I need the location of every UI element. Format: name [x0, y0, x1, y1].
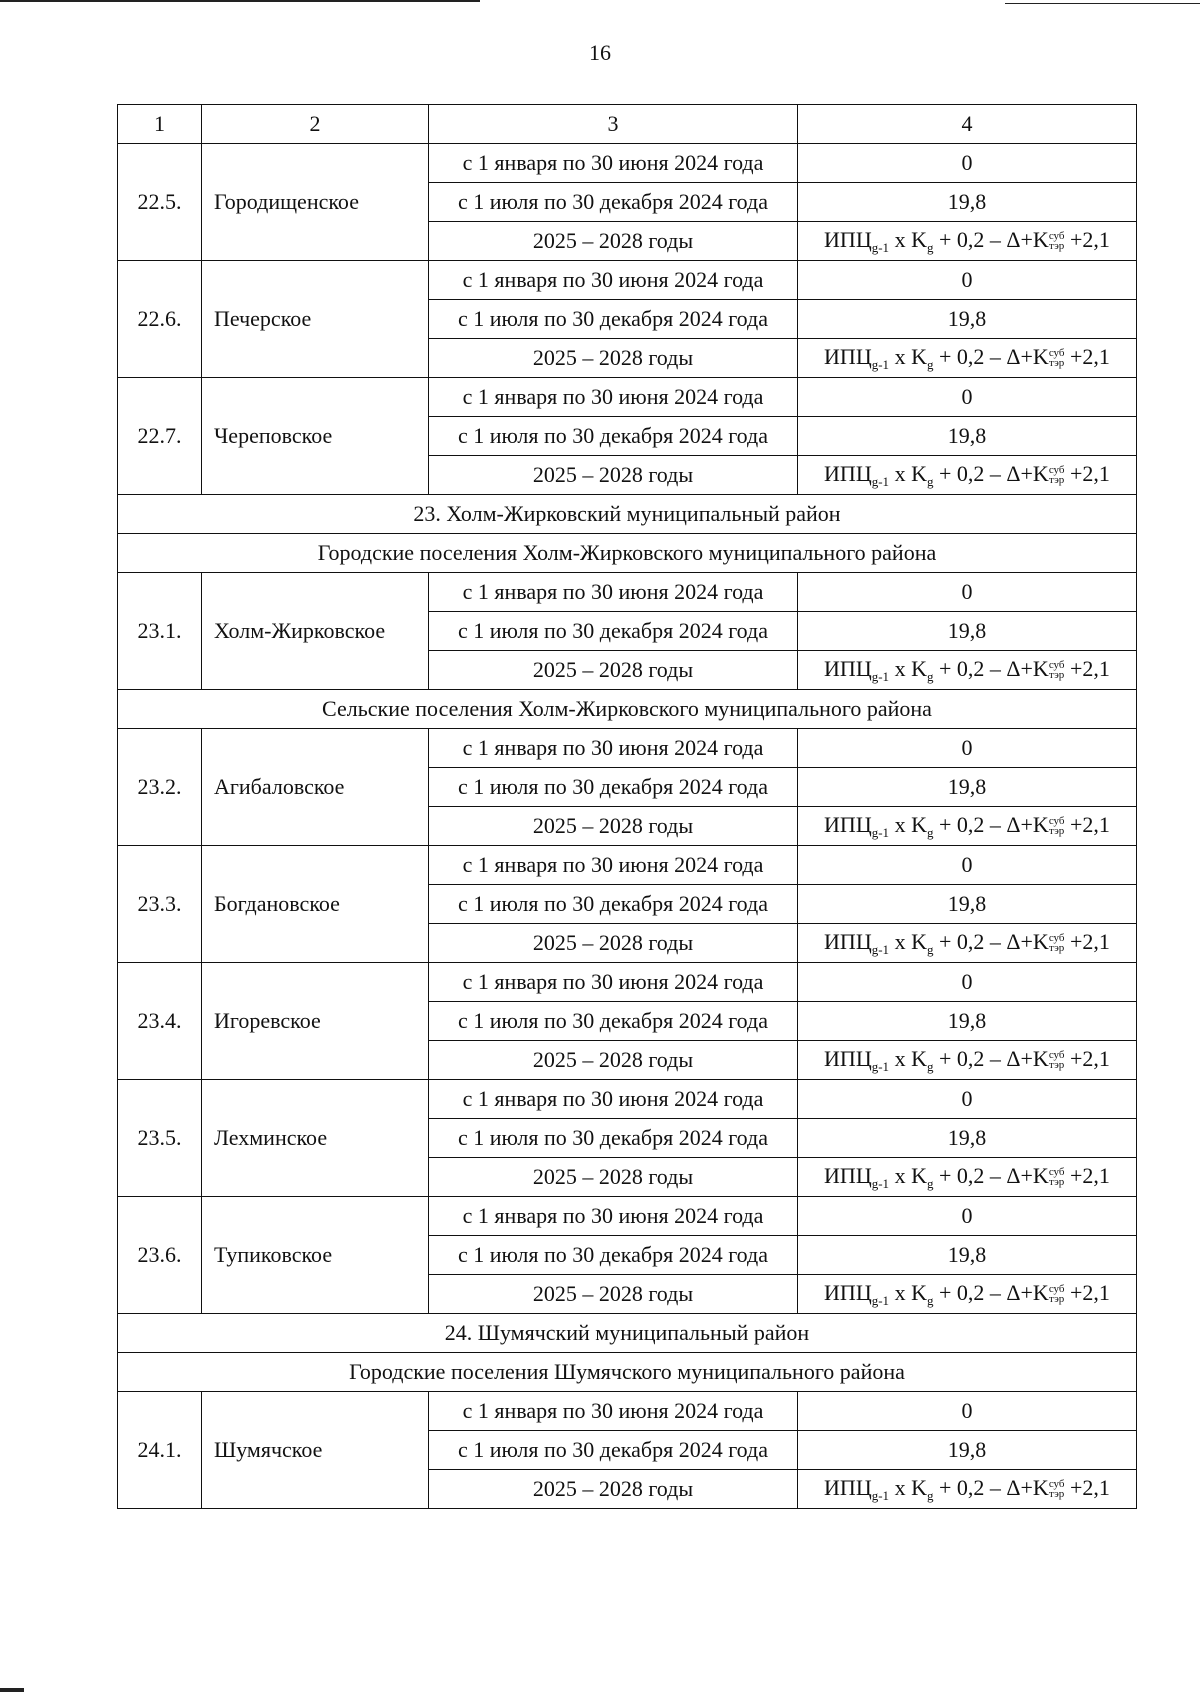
formula-tail: +2,1 — [1064, 343, 1110, 369]
formula-ks — [1049, 465, 1065, 485]
formula-times: x K — [889, 460, 927, 486]
formula-prefix: ИПЦ — [824, 1279, 872, 1305]
formula-k-sub: g — [926, 1175, 934, 1191]
value-cell: 19,8 — [798, 1236, 1137, 1275]
period-cell: с 1 июля по 30 декабря 2024 года — [429, 1119, 798, 1158]
section-title: 24. Шумячский муниципальный район — [118, 1314, 1137, 1353]
period-cell: с 1 июля по 30 декабря 2024 года — [429, 183, 798, 222]
formula-ks-sub: тэр — [1049, 239, 1065, 252]
formula-ks — [1049, 231, 1065, 251]
section-title: 23. Холм-Жирковский муниципальный район — [118, 495, 1137, 534]
header-cell-3: 3 — [429, 105, 798, 144]
value-cell: 0 — [798, 261, 1137, 300]
settlement-number: 22.7. — [118, 378, 202, 495]
formula-ks-sup: суб — [1048, 463, 1065, 476]
formula-index-sub: g-1 — [871, 1487, 890, 1503]
formula-k-sub: g — [926, 1058, 934, 1074]
formula-middle: + 0,2 – Δ+K — [933, 1474, 1049, 1500]
value-cell: 0 — [798, 729, 1137, 768]
period-cell: с 1 июля по 30 декабря 2024 года — [429, 1236, 798, 1275]
period-cell: 2025 – 2028 годы — [429, 807, 798, 846]
formula-cell — [798, 1041, 1137, 1080]
formula-index-sub: g-1 — [871, 1292, 890, 1308]
settlement-number: 23.6. — [118, 1197, 202, 1314]
section-title: Сельские поселения Холм-Жирковского муниципального района — [118, 690, 1137, 729]
formula-times: x K — [889, 655, 927, 681]
tariff-table — [117, 104, 1137, 1509]
value-cell: 0 — [798, 963, 1137, 1002]
settlement-name: Череповское — [202, 378, 429, 495]
settlement-name: Холм-Жирковское — [202, 573, 429, 690]
formula-times: x K — [889, 1474, 927, 1500]
settlement-number: 22.6. — [118, 261, 202, 378]
formula-ks — [1049, 1167, 1065, 1187]
table-row — [118, 378, 1137, 417]
formula-index-sub: g-1 — [871, 668, 890, 684]
header-cell-2: 2 — [202, 105, 429, 144]
period-cell: 2025 – 2028 годы — [429, 1158, 798, 1197]
formula-times: x K — [889, 226, 927, 252]
value-cell: 19,8 — [798, 612, 1137, 651]
section-row — [118, 1314, 1137, 1353]
table-row — [118, 573, 1137, 612]
formula-times: x K — [889, 343, 927, 369]
formula-ks-sub: тэр — [1049, 824, 1065, 837]
settlement-name: Печерское — [202, 261, 429, 378]
formula-middle: + 0,2 – Δ+K — [933, 1162, 1049, 1188]
period-cell: с 1 января по 30 июня 2024 года — [429, 144, 798, 183]
formula-ks-sup: суб — [1048, 658, 1065, 671]
formula-k-sub: g — [926, 239, 934, 255]
formula-tail: +2,1 — [1064, 928, 1110, 954]
formula-prefix: ИПЦ — [824, 1045, 872, 1071]
value-cell: 0 — [798, 846, 1137, 885]
formula-times: x K — [889, 811, 927, 837]
formula-tail: +2,1 — [1064, 811, 1110, 837]
formula-prefix: ИПЦ — [824, 1474, 872, 1500]
formula-tail: +2,1 — [1064, 226, 1110, 252]
value-cell: 19,8 — [798, 417, 1137, 456]
formula-prefix: ИПЦ — [824, 343, 872, 369]
period-cell: 2025 – 2028 годы — [429, 339, 798, 378]
formula-middle: + 0,2 – Δ+K — [933, 343, 1049, 369]
formula-ks-sup: суб — [1048, 931, 1065, 944]
period-cell: с 1 января по 30 июня 2024 года — [429, 261, 798, 300]
formula-cell — [798, 222, 1137, 261]
formula-index-sub: g-1 — [871, 1175, 890, 1191]
formula-cell — [798, 807, 1137, 846]
period-cell: с 1 января по 30 июня 2024 года — [429, 1080, 798, 1119]
settlement-name: Лехминское — [202, 1080, 429, 1197]
formula-prefix: ИПЦ — [824, 226, 872, 252]
formula-ks-sub: тэр — [1049, 1487, 1065, 1500]
table-row — [118, 1197, 1137, 1236]
formula-ks-sub: тэр — [1049, 1058, 1065, 1071]
section-row — [118, 1353, 1137, 1392]
formula-tail: +2,1 — [1064, 1045, 1110, 1071]
value-cell: 0 — [798, 1080, 1137, 1119]
header-cell-1: 1 — [118, 105, 202, 144]
period-cell: с 1 января по 30 июня 2024 года — [429, 378, 798, 417]
period-cell: 2025 – 2028 годы — [429, 651, 798, 690]
formula-middle: + 0,2 – Δ+K — [933, 1045, 1049, 1071]
formula-ks — [1049, 933, 1065, 953]
settlement-number: 22.5. — [118, 144, 202, 261]
formula-cell — [798, 456, 1137, 495]
formula-ks-sub: тэр — [1049, 1292, 1065, 1305]
period-cell: с 1 июля по 30 декабря 2024 года — [429, 885, 798, 924]
formula-ks-sub: тэр — [1049, 473, 1065, 486]
formula-index-sub: g-1 — [871, 824, 890, 840]
period-cell: с 1 июля по 30 декабря 2024 года — [429, 612, 798, 651]
period-cell: с 1 января по 30 июня 2024 года — [429, 963, 798, 1002]
formula-k-sub: g — [926, 668, 934, 684]
formula-prefix: ИПЦ — [824, 1162, 872, 1188]
formula-cell — [798, 339, 1137, 378]
formula-ks-sup: суб — [1048, 814, 1065, 827]
settlement-number: 23.3. — [118, 846, 202, 963]
formula-tail: +2,1 — [1064, 655, 1110, 681]
formula-index-sub: g-1 — [871, 356, 890, 372]
period-cell: с 1 января по 30 июня 2024 года — [429, 1197, 798, 1236]
period-cell: 2025 – 2028 годы — [429, 1041, 798, 1080]
settlement-name: Агибаловское — [202, 729, 429, 846]
formula-tail: +2,1 — [1064, 1162, 1110, 1188]
period-cell: с 1 июля по 30 декабря 2024 года — [429, 768, 798, 807]
formula-ks-sub: тэр — [1049, 356, 1065, 369]
period-cell: с 1 июля по 30 декабря 2024 года — [429, 300, 798, 339]
formula-ks — [1049, 816, 1065, 836]
period-cell: с 1 июля по 30 декабря 2024 года — [429, 417, 798, 456]
formula-ks-sup: суб — [1048, 1477, 1065, 1490]
formula-ks — [1049, 1050, 1065, 1070]
settlement-name: Тупиковское — [202, 1197, 429, 1314]
table-row — [118, 1080, 1137, 1119]
section-row — [118, 534, 1137, 573]
period-cell: 2025 – 2028 годы — [429, 1470, 798, 1509]
formula-prefix: ИПЦ — [824, 811, 872, 837]
period-cell: с 1 июля по 30 декабря 2024 года — [429, 1431, 798, 1470]
settlement-name: Городищенское — [202, 144, 429, 261]
settlement-name: Шумячское — [202, 1392, 429, 1509]
formula-ks-sub: тэр — [1049, 1175, 1065, 1188]
formula-tail: +2,1 — [1064, 1279, 1110, 1305]
section-row — [118, 495, 1137, 534]
formula-cell — [798, 1275, 1137, 1314]
formula-tail: +2,1 — [1064, 460, 1110, 486]
formula-tail: +2,1 — [1064, 1474, 1110, 1500]
formula-ks — [1049, 1284, 1065, 1304]
formula-index-sub: g-1 — [871, 941, 890, 957]
formula-k-sub: g — [926, 1487, 934, 1503]
formula-middle: + 0,2 – Δ+K — [933, 811, 1049, 837]
formula-ks-sup: суб — [1048, 229, 1065, 242]
settlement-name: Игоревское — [202, 963, 429, 1080]
formula-cell — [798, 1470, 1137, 1509]
value-cell: 19,8 — [798, 768, 1137, 807]
scan-artifact-bottom — [0, 1688, 24, 1692]
formula-index-sub: g-1 — [871, 473, 890, 489]
formula-k-sub: g — [926, 356, 934, 372]
formula-middle: + 0,2 – Δ+K — [933, 460, 1049, 486]
formula-ks-sup: суб — [1048, 346, 1065, 359]
formula-ks — [1049, 348, 1065, 368]
formula-ks-sub: тэр — [1049, 941, 1065, 954]
formula-k-sub: g — [926, 473, 934, 489]
table-row — [118, 729, 1137, 768]
formula-index-sub: g-1 — [871, 1058, 890, 1074]
period-cell: 2025 – 2028 годы — [429, 222, 798, 261]
period-cell: с 1 января по 30 июня 2024 года — [429, 729, 798, 768]
settlement-number: 24.1. — [118, 1392, 202, 1509]
value-cell: 0 — [798, 1392, 1137, 1431]
formula-middle: + 0,2 – Δ+K — [933, 1279, 1049, 1305]
settlement-name: Богдановское — [202, 846, 429, 963]
value-cell: 19,8 — [798, 1119, 1137, 1158]
table-row — [118, 846, 1137, 885]
value-cell: 0 — [798, 378, 1137, 417]
period-cell: с 1 января по 30 июня 2024 года — [429, 1392, 798, 1431]
settlement-number: 23.1. — [118, 573, 202, 690]
formula-middle: + 0,2 – Δ+K — [933, 655, 1049, 681]
formula-ks-sup: суб — [1048, 1282, 1065, 1295]
section-row — [118, 690, 1137, 729]
header-cell-4: 4 — [798, 105, 1137, 144]
formula-ks — [1049, 660, 1065, 680]
period-cell: 2025 – 2028 годы — [429, 456, 798, 495]
value-cell: 19,8 — [798, 1431, 1137, 1470]
formula-ks — [1049, 1479, 1065, 1499]
formula-cell — [798, 651, 1137, 690]
formula-prefix: ИПЦ — [824, 460, 872, 486]
formula-cell — [798, 1158, 1137, 1197]
formula-k-sub: g — [926, 824, 934, 840]
formula-index-sub: g-1 — [871, 239, 890, 255]
value-cell: 19,8 — [798, 885, 1137, 924]
value-cell: 0 — [798, 573, 1137, 612]
settlement-number: 23.4. — [118, 963, 202, 1080]
formula-ks-sup: суб — [1048, 1048, 1065, 1061]
scan-artifact-top-left — [0, 0, 480, 2]
formula-prefix: ИПЦ — [824, 928, 872, 954]
formula-times: x K — [889, 1045, 927, 1071]
formula-prefix: ИПЦ — [824, 655, 872, 681]
page-number: 16 — [589, 40, 611, 65]
value-cell: 0 — [798, 1197, 1137, 1236]
period-cell: с 1 января по 30 июня 2024 года — [429, 846, 798, 885]
period-cell: с 1 января по 30 июня 2024 года — [429, 573, 798, 612]
formula-k-sub: g — [926, 941, 934, 957]
formula-k-sub: g — [926, 1292, 934, 1308]
scan-artifact-top-right — [1005, 3, 1200, 4]
formula-times: x K — [889, 928, 927, 954]
header-row — [118, 105, 1137, 144]
formula-times: x K — [889, 1162, 927, 1188]
table-row — [118, 261, 1137, 300]
table-row — [118, 1392, 1137, 1431]
period-cell: с 1 июля по 30 декабря 2024 года — [429, 1002, 798, 1041]
value-cell: 0 — [798, 144, 1137, 183]
value-cell: 19,8 — [798, 1002, 1137, 1041]
table-row — [118, 144, 1137, 183]
settlement-number: 23.5. — [118, 1080, 202, 1197]
value-cell: 19,8 — [798, 300, 1137, 339]
section-title: Городские поселения Шумячского муниципального района — [118, 1353, 1137, 1392]
formula-times: x K — [889, 1279, 927, 1305]
period-cell: 2025 – 2028 годы — [429, 1275, 798, 1314]
formula-cell — [798, 924, 1137, 963]
formula-middle: + 0,2 – Δ+K — [933, 226, 1049, 252]
settlement-number: 23.2. — [118, 729, 202, 846]
section-title: Городские поселения Холм-Жирковского муниципального района — [118, 534, 1137, 573]
formula-ks-sup: суб — [1048, 1165, 1065, 1178]
table-row — [118, 963, 1137, 1002]
period-cell: 2025 – 2028 годы — [429, 924, 798, 963]
formula-middle: + 0,2 – Δ+K — [933, 928, 1049, 954]
value-cell: 19,8 — [798, 183, 1137, 222]
formula-ks-sub: тэр — [1049, 668, 1065, 681]
